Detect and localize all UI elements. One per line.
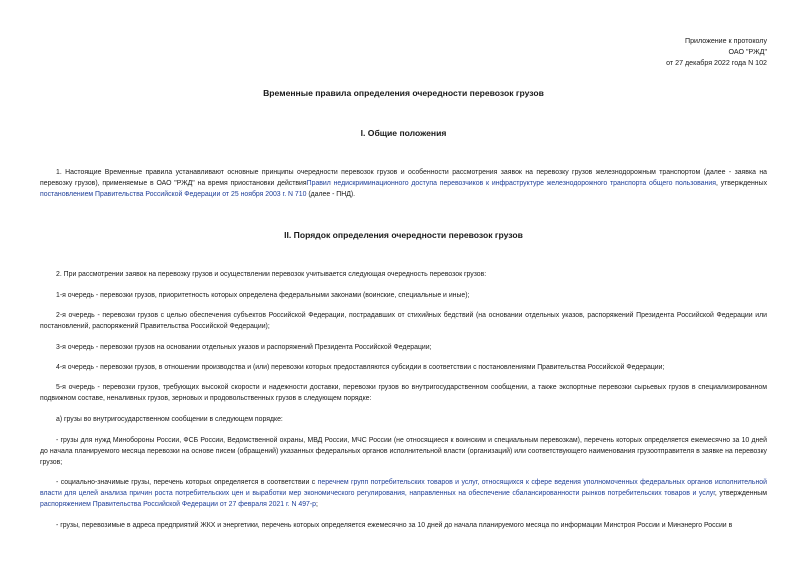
dash-item-1: - грузы для нужд Минобороны России, ФСБ России, Ведомственной охраны, МВД России, МЧС России (не относящиеся к воинским и специальным перевозкам), перечень которых определяется ежемесячно за 10 дней до начала планируемого месяца перевозки на основе писем (обращений) указанных федеральных органов исполнительной власти (организаций) или соответствующего наименования грузоотправителя в заявке на перевозку грузов; [40, 437, 767, 467]
dash-item-3: - грузы, перевозимые в адреса предприятий ЖКХ и энергетики, перечень которых определяется ежемесячно за 10 дней до начала планируемого месяца по информации Минстроя России и Минэнерго России в [56, 522, 733, 529]
appendix-note [666, 36, 767, 69]
section-1-heading: I. Общие положения [360, 128, 447, 138]
consumer-goods-list-link[interactable]: перечнем групп потребительских товаров и услуг, относящихся к сфере ведения уполномоченных федеральных органов исполнительной власти для целей анализа причин роста потребительских цен и выработки мер экономического регулирования, направленных на обеспечение сбалансированности рынков потребительских товаров и услуг [40, 479, 767, 498]
document-title: Временные правила определения очередности перевозок грузов [263, 88, 544, 98]
order-497r-link[interactable]: распоряжением Правительства Российской Федерации от 27 февраля 2021 г. N 497-р [40, 501, 317, 509]
paragraph-1-text-b: , утвержденных [715, 180, 768, 188]
paragraph-1 [40, 167, 767, 201]
priority-1: 1-я очередь - перевозки грузов, приоритетность которых определена федеральными законами (воинские, специальные и иные); [56, 292, 470, 299]
appendix-line-2: ОАО "РЖД" [728, 48, 767, 56]
paragraph-2: 2. При рассмотрении заявок на перевозку грузов и осуществлении перевозок учитывается следующая очередность перевозок грузов: [56, 271, 487, 278]
dash-item-2-text-a: - социально-значимые грузы, перечень которых определяется в соответствии с [56, 479, 318, 486]
document-page [40, 0, 767, 571]
priority-2: 2-я очередь - перевозки грузов с целью обеспечения субъектов Российской Федерации, пострадавших от стихийных бедствий (на основании отдельных указов, распоряжений Президента Российской Федерации или постановлений, распоряжений Правительства Российской Федерации); [40, 312, 767, 331]
appendix-line-3: от 27 декабря 2022 года N 102 [666, 59, 767, 67]
resolution-710-link[interactable]: постановлением Правительства Российской Федерации от 25 ноября 2003 г. N 710 [40, 191, 307, 199]
pnd-rules-link[interactable]: Правил недискриминационного доступа перевозчиков к инфраструктуре железнодорожного транспорта общего пользования [306, 180, 716, 188]
priority-4: 4-я очередь - перевозки грузов, в отношении производства и (или) перевозки которых предоставляются субсидии в соответствии с постановлениями Правительства Российской Федерации; [56, 364, 665, 371]
subitem-a: а) грузы во внутригосударственном сообщении в следующем порядке: [56, 416, 283, 423]
appendix-line-1: Приложение к протоколу [684, 37, 767, 45]
section-2-heading: II. Порядок определения очередности перевозок грузов [284, 230, 523, 240]
priority-3: 3-я очередь - перевозки грузов на основании отдельных указов и распоряжений Президента Российской Федерации; [56, 344, 432, 351]
paragraph-1-text-a: 1. Настоящие Временные правила устанавливают основные принципы очередности перевозок грузов и особенности рассмотрения заявок на перевозку грузов железнодорожным транспортом (далее - заявка на перевозку грузов), применяемые в ОАО "РЖД" на время приостановки действия [40, 169, 767, 188]
dash-item-2-text-b: , утвержденным [714, 490, 767, 498]
priority-5: 5-я очередь - перевозки грузов, требующих высокой скорости и надежности доставки, перевозки грузов во внутригосударственном сообщении, а также экспортные перевозки сырьевых грузов в специализированном подвижном составе, неналивных грузов, зерновых и продовольственных грузов в следующем порядке: [40, 384, 767, 403]
dash-item-2-text-c: ; [316, 501, 318, 509]
paragraph-1-text-c: (далее - ПНД). [306, 191, 356, 199]
dash-item-2 [40, 477, 767, 511]
